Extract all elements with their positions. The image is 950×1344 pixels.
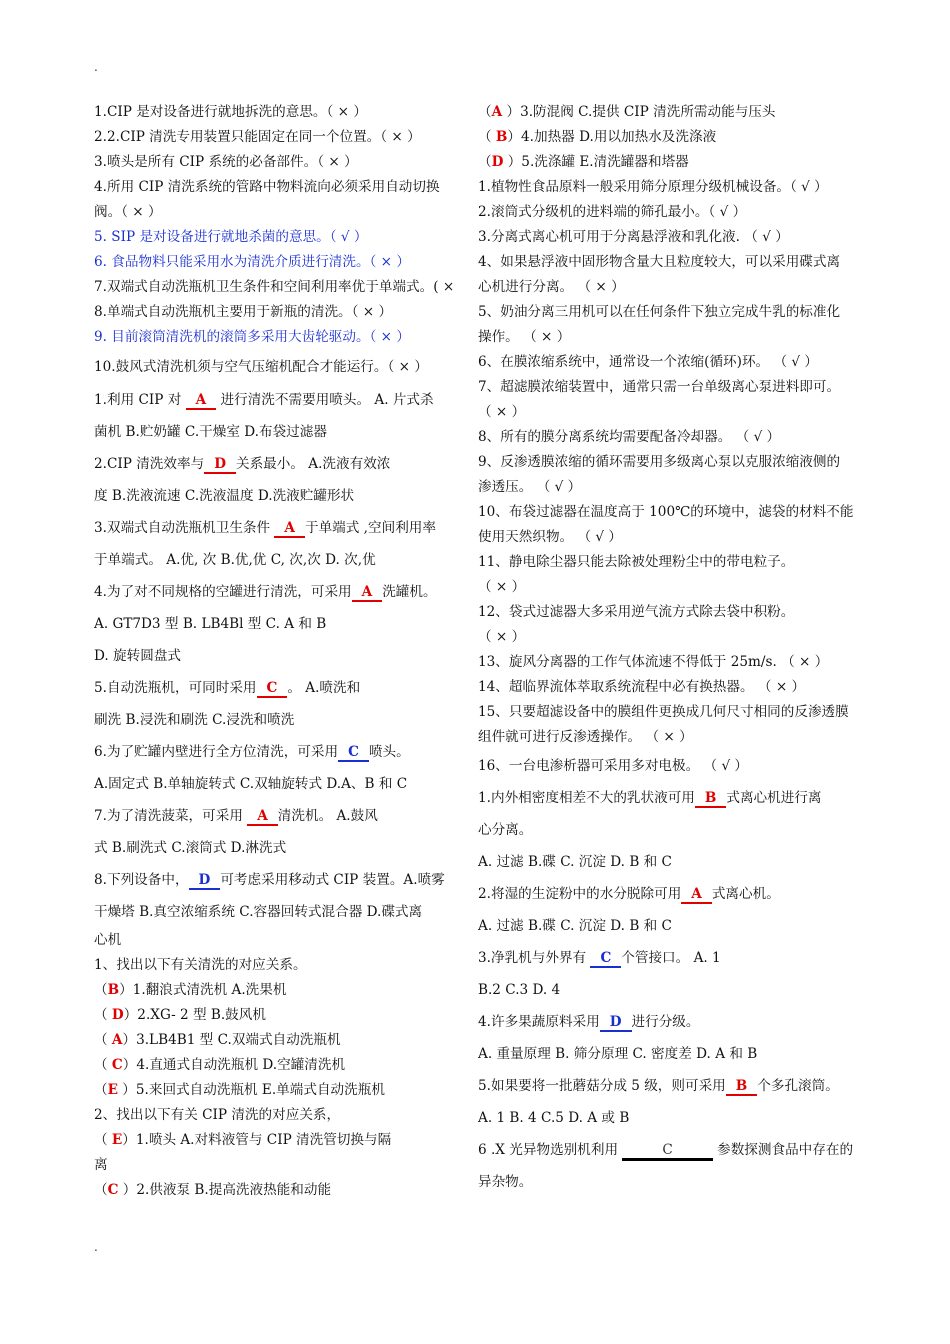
answer-mark: E — [111, 1132, 123, 1148]
question-line: 3.分离式离心机可用于分离悬浮液和乳化液. （ √ ） — [478, 229, 789, 245]
question-text: 2.CIP 清洗效率与 — [94, 456, 205, 472]
question-line — [478, 125, 888, 150]
question-text: （ — [94, 1032, 112, 1048]
question-line: 2.2.CIP 清洗专用装置只能固定在同一个位置。（ × ） — [94, 129, 421, 145]
question-text: 个多孔滚筒。 — [757, 1078, 839, 1094]
answer-mark: C — [111, 1057, 123, 1073]
question-line — [94, 978, 476, 1003]
question-line: 度 B.洗液流速 C.洗液温度 D.洗液贮罐形状 — [94, 488, 355, 504]
question-text: 7.为了清洗菠菜，可采用 — [94, 808, 248, 824]
question-line — [94, 1028, 476, 1053]
question-line: A.固定式 B.单轴旋转式 C.双轴旋转式 D.A、B 和 C — [94, 776, 408, 792]
question-line: A. 重量原理 B. 筛分原理 C. 密度差 D. A 和 B — [478, 1046, 758, 1062]
question-line: 3.喷头是所有 CIP 系统的必备部件。（ × ） — [94, 154, 358, 170]
answer-mark: D — [204, 458, 236, 474]
question-line — [94, 864, 476, 896]
question-text: 5.如果要将一批蘑菇分成 5 级，则可采用 — [478, 1078, 726, 1094]
question-text: ）2.XG- 2 型 B.鼓风机 — [123, 1007, 266, 1023]
question-line: A. 过滤 B.碟 C. 沉淀 D. B 和 C — [478, 918, 672, 934]
question-text: 。 A.喷洗和 — [287, 680, 361, 696]
question-text: 3.净乳机与外界有 — [478, 950, 591, 966]
question-line — [94, 1003, 476, 1028]
question-text: （ — [94, 1057, 112, 1073]
question-line — [94, 448, 476, 480]
question-line: 8.单端式自动洗瓶机主要用于新瓶的清洗。（ × ） — [94, 304, 393, 320]
question-text: ）4.加热器 D.用以加热水及洗涤液 — [507, 129, 717, 145]
question-line: 1.植物性食品原料一般采用筛分原理分级机械设备。（ √ ） — [478, 179, 828, 195]
question-line: 式 B.刷洗式 C.滚筒式 D.淋洗式 — [94, 840, 287, 856]
question-text: 关系最小。 A.洗液有效浓 — [235, 456, 391, 472]
question-line: 5、奶油分离三用机可以在任何条件下独立完成牛乳的标准化 — [478, 304, 841, 320]
question-line — [478, 1006, 888, 1038]
question-line: 使用天然织物。 （ √ ） — [478, 529, 622, 545]
question-text: 6 .X 光异物选别机利用 — [478, 1142, 623, 1158]
question-line: 6. 食品物料只能采用水为清洗介质进行清洗。（ × ） — [94, 254, 410, 270]
question-line: 15、只要超滤设备中的膜组件更换成几何尺寸相同的反渗透膜 — [478, 704, 849, 720]
question-line: 于单端式。 A.优, 次 B.优,优 C, 次,次 D. 次,优 — [94, 552, 376, 568]
question-text: 参数探测食品中存在的 — [712, 1142, 854, 1158]
question-line: A. GT7D3 型 B. LB4Bl 型 C. A 和 B — [94, 616, 327, 632]
question-line — [94, 1178, 476, 1203]
answer-mark: E — [107, 1082, 118, 1098]
question-line: 4.所用 CIP 清洗系统的管路中物料流向必须采用自动切换 — [94, 179, 440, 195]
answer-mark: C — [257, 682, 288, 698]
answer-mark: C — [622, 1144, 712, 1161]
question-text: 3.双端式自动洗瓶机卫生条件 — [94, 520, 275, 536]
question-line: 2、找出以下有关 CIP 清洗的对应关系， — [94, 1107, 341, 1123]
question-text: （ — [94, 1082, 108, 1098]
question-line: 心机 — [94, 932, 122, 948]
answer-mark: A — [352, 586, 383, 602]
question-text: ）3.LB4B1 型 C.双端式自动洗瓶机 — [122, 1032, 341, 1048]
question-text: 个管接口。 A. 1 — [621, 950, 721, 966]
question-text: ）1.翻浪式清洗机 A.洗果机 — [119, 982, 287, 998]
question-text: 于单端式 ,空间利用率 — [304, 520, 436, 536]
question-line — [94, 736, 476, 768]
question-line — [94, 1053, 476, 1078]
question-text: ）3.防混阀 C.提供 CIP 清洗所需动能与压头 — [502, 104, 776, 120]
question-text: ）2.供液泵 B.提高洗液热能和动能 — [118, 1182, 332, 1198]
question-line — [478, 878, 888, 910]
question-text: 进行清洗不需要用喷头。 A. 片式杀 — [216, 392, 434, 408]
answer-mark: C — [107, 1182, 119, 1198]
answer-mark: A — [111, 1032, 123, 1048]
question-text: 喷头。 — [368, 744, 410, 760]
question-line: 6、在膜浓缩系统中，通常设一个浓缩(循环)环。 （ √ ） — [478, 354, 818, 370]
answer-mark: A — [247, 810, 278, 826]
question-line: 刷洗 B.浸洗和刷洗 C.浸洗和喷洗 — [94, 712, 295, 728]
question-line: 11、静电除尘器只能去除被处理粉尘中的带电粒子。 — [478, 554, 795, 570]
question-text: （ — [94, 982, 108, 998]
question-text: （ — [94, 1007, 112, 1023]
question-line — [478, 100, 888, 125]
question-line: 干燥塔 B.真空浓缩系统 C.容器回转式混合器 D.碟式离 — [94, 904, 423, 920]
footer-dot: . — [94, 1240, 98, 1254]
question-line — [94, 672, 476, 704]
question-line: （ × ） — [478, 404, 526, 420]
question-text: 清洗机。 A.鼓风 — [277, 808, 378, 824]
question-line — [94, 512, 476, 544]
question-text: （ — [478, 154, 492, 170]
question-line: 10、布袋过滤器在温度高于 100℃的环境中，滤袋的材料不能 — [478, 504, 854, 520]
header-dot: . — [94, 60, 98, 74]
question-text: 4.为了对不同规格的空罐进行清洗，可采用 — [94, 584, 352, 600]
question-line: 7、超滤膜浓缩装置中，通常只需一台单级离心泵进料即可。 — [478, 379, 841, 395]
question-text: 洗罐机。 — [382, 584, 437, 600]
question-line: 1.CIP 是对设备进行就地拆洗的意思。（ × ） — [94, 104, 367, 120]
question-line: 2.滚筒式分级机的进料端的筛孔最小。（ √ ） — [478, 204, 747, 220]
question-text: （ — [94, 1132, 112, 1148]
answer-mark: A — [681, 888, 712, 904]
question-line — [478, 1134, 888, 1166]
question-line — [478, 150, 888, 175]
question-line: B.2 C.3 D. 4 — [478, 982, 561, 998]
question-text: 式离心机。 — [711, 886, 780, 902]
question-line: 离 — [94, 1157, 108, 1173]
question-line — [94, 800, 476, 832]
question-text: 1.利用 CIP 对 — [94, 392, 186, 408]
answer-mark: D — [111, 1007, 124, 1023]
answer-mark: A — [491, 104, 503, 120]
question-line: 16、一台电渗析器可采用多对电极。 （ √ ） — [478, 758, 749, 774]
question-text: ）5.洗涤罐 E.清洗罐器和塔器 — [503, 154, 689, 170]
question-line: 菌机 B.贮奶罐 C.干燥室 D.布袋过滤器 — [94, 424, 327, 440]
question-text: ）4.直通式自动洗瓶机 D.空罐清洗机 — [122, 1057, 346, 1073]
question-text: （ — [478, 129, 496, 145]
question-line: 9. 目前滚筒清洗机的滚筒多采用大齿轮驱动。（ × ） — [94, 329, 410, 345]
question-line: 阀。（ × ） — [94, 204, 162, 220]
question-line: A. 过滤 B.碟 C. 沉淀 D. B 和 C — [478, 854, 672, 870]
question-line: 心分离。 — [478, 822, 533, 838]
question-line: A. 1 B. 4 C.5 D. A 或 B — [478, 1110, 630, 1126]
question-line — [478, 782, 888, 814]
answer-mark: A — [274, 522, 305, 538]
answer-mark: C — [590, 952, 621, 968]
question-line — [94, 384, 476, 416]
answer-mark: A — [186, 394, 217, 410]
answer-mark: D — [189, 874, 221, 890]
answer-mark: B — [107, 982, 120, 998]
question-text: 5.自动洗瓶机，可同时采用 — [94, 680, 257, 696]
question-text: （ — [478, 104, 492, 120]
answer-mark: B — [726, 1080, 758, 1096]
question-line: 操作。 （ × ） — [478, 329, 571, 345]
question-line: 心机进行分离。 （ × ） — [478, 279, 625, 295]
question-line: 10.鼓风式清洗机须与空气压缩机配合才能运行。（ × ） — [94, 359, 428, 375]
right-column — [478, 100, 888, 1198]
question-line: 14、超临界流体萃取系统流程中必有换热器。 （ × ） — [478, 679, 806, 695]
question-line: 13、旋风分离器的工作气体流速不得低于 25m/s. （ × ） — [478, 654, 829, 670]
question-line: 12、袋式过滤器大多采用逆气流方式除去袋中积粉。 — [478, 604, 795, 620]
question-text: ）1.喷头 A.对料液管与 CIP 清洗管切换与隔 — [122, 1132, 392, 1148]
question-text: （ — [94, 1182, 108, 1198]
answer-mark: D — [600, 1016, 632, 1032]
question-line: （ × ） — [478, 579, 526, 595]
question-text: ）5.来回式自动洗瓶机 E.单端式自动洗瓶机 — [117, 1082, 385, 1098]
question-text: 式离心机进行离 — [726, 790, 822, 806]
question-text: 4.许多果蔬原料采用 — [478, 1014, 600, 1030]
question-line: 9、反渗透膜浓缩的循环需要用多级离心泵以克服浓缩液侧的 — [478, 454, 841, 470]
question-line — [478, 1070, 888, 1102]
question-line — [478, 942, 888, 974]
question-line — [94, 576, 476, 608]
question-text: 可考虑采用移动式 CIP 装置。A.喷雾 — [220, 872, 445, 888]
question-line: 渗透压。 （ √ ） — [478, 479, 582, 495]
answer-mark: D — [491, 154, 504, 170]
question-text: 1.内外相密度相差不大的乳状液可用 — [478, 790, 695, 806]
question-text: 6.为了贮罐内壁进行全方位清洗，可采用 — [94, 744, 339, 760]
question-text: 进行分级。 — [631, 1014, 700, 1030]
question-line: 异杂物。 — [478, 1174, 533, 1190]
left-column — [94, 100, 476, 1203]
answer-mark: B — [695, 792, 727, 808]
question-line: （ × ） — [478, 629, 526, 645]
question-text: 8.下列设备中， — [94, 872, 189, 888]
question-line — [94, 1128, 476, 1153]
question-line: 8、所有的膜分离系统均需要配备冷却器。 （ √ ） — [478, 429, 781, 445]
question-line — [94, 1078, 476, 1103]
question-line: 组件就可进行反渗透操作。 （ × ） — [478, 729, 693, 745]
answer-mark: B — [495, 129, 508, 145]
question-text: 2.将湿的生淀粉中的水分脱除可用 — [478, 886, 682, 902]
question-line: 5. SIP 是对设备进行就地杀菌的意思。（ √ ） — [94, 229, 368, 245]
answer-mark: C — [338, 746, 369, 762]
question-line: 1、找出以下有关清洗的对应关系。 — [94, 957, 307, 973]
question-line: D. 旋转圆盘式 — [94, 648, 182, 664]
question-line: 7.双端式自动洗瓶机卫生条件和空间利用率优于单端式。( × — [94, 279, 455, 295]
question-line: 4、如果悬浮液中固形物含量大且粒度较大，可以采用碟式离 — [478, 254, 841, 270]
